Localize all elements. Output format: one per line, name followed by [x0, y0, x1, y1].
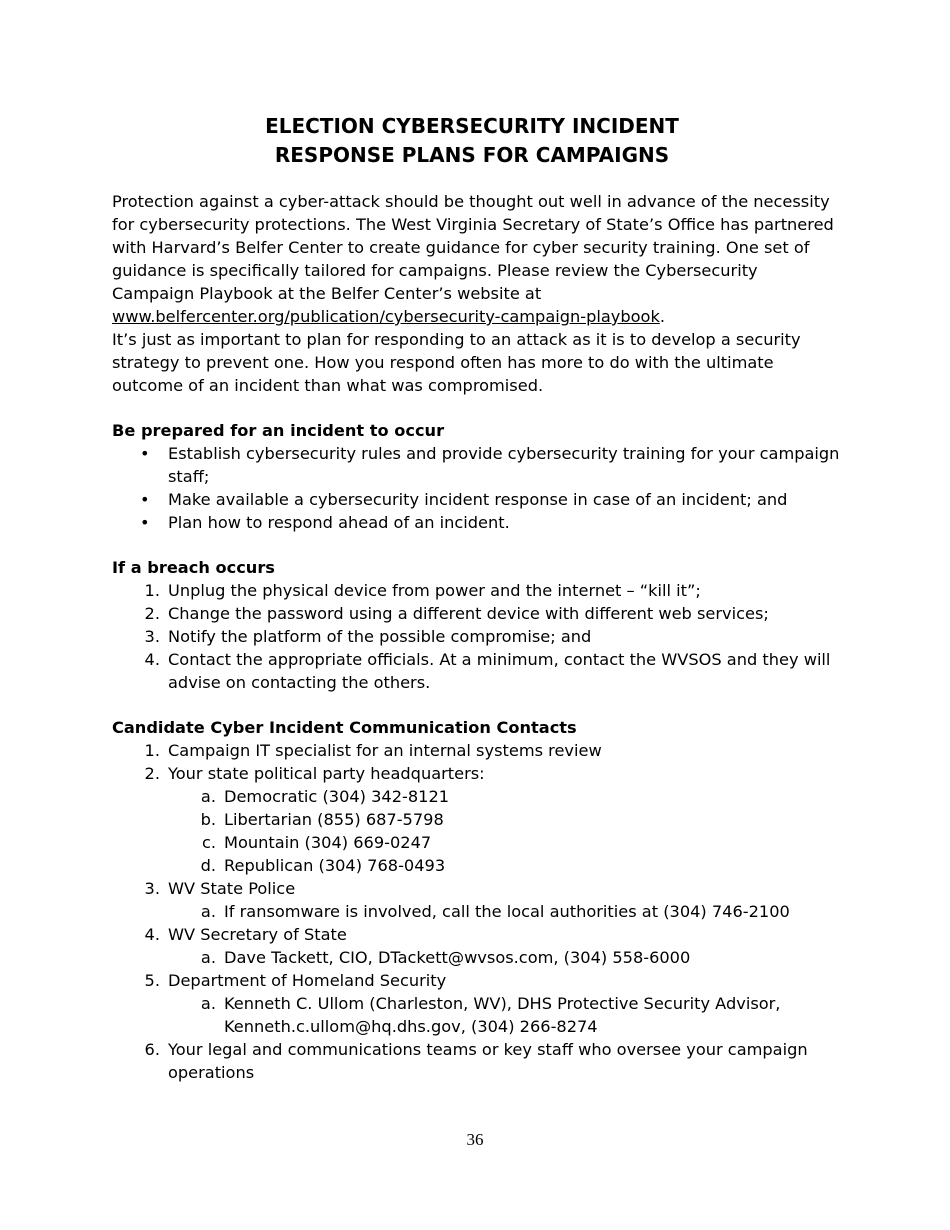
list-item-text: WV State Police	[168, 879, 296, 898]
bullet-icon: •	[140, 444, 150, 463]
prepared-section	[112, 419, 842, 534]
contacts-heading: Candidate Cyber Incident Communication Contacts	[112, 718, 577, 737]
list-item-text: Plan how to respond ahead of an incident.	[168, 513, 510, 532]
contact-entry: Kenneth C. Ullom (Charleston, WV), DHS Protective Security Advisor, Kenneth.c.ullom@hq.dhs.gov, (304) 266-8274	[224, 994, 781, 1036]
sub-list-item: b. Libertarian (855) 687-5798	[112, 808, 842, 831]
intro-text: Protection against a cyber-attack should be thought out well in advance of the necessity for cybersecurity protections. The West Virginia Secretary of State’s Office has partnered with Harvard’s Belfer Center to create guidance for cyber security training. One set of guidance is specifically tailored for campaigns. Please review the Cybersecurity Campaign Playbook at the Belfer Center’s website at	[112, 192, 834, 303]
sub-list-item: a. If ransomware is involved, call the local authorities at (304) 746-2100	[112, 900, 842, 923]
bullet-icon: •	[140, 490, 150, 509]
breach-section	[112, 556, 842, 694]
list-item-text: WV Secretary of State	[168, 925, 347, 944]
contact-entry: Democratic (304) 342-8121	[224, 787, 450, 806]
list-item: 6. Your legal and communications teams or key staff who oversee your campaign operations	[112, 1038, 842, 1084]
intro-paragraph-1	[112, 190, 842, 328]
contact-entry: Mountain (304) 669-0247	[224, 833, 432, 852]
list-item: 1. Unplug the physical device from power and the internet – “kill it”;	[112, 579, 842, 602]
list-item-text: Your legal and communications teams or key staff who oversee your campaign operations	[168, 1040, 808, 1082]
sub-list-item: d. Republican (304) 768-0493	[112, 854, 842, 877]
list-item: 1. Campaign IT specialist for an internal systems review	[112, 739, 842, 762]
list-item: 4. WV Secretary of State	[112, 923, 842, 946]
list-item: 5. Department of Homeland Security	[112, 969, 842, 992]
list-item: 3. Notify the platform of the possible compromise; and	[112, 625, 842, 648]
contact-entry: Republican (304) 768-0493	[224, 856, 446, 875]
contacts-section	[112, 716, 842, 1084]
list-item-text: Your state political party headquarters:	[168, 764, 485, 783]
list-item: 2. Change the password using a different device with different web services;	[112, 602, 842, 625]
playbook-link[interactable]: www.belfercenter.org/publication/cybersecurity-campaign-playbook	[112, 307, 660, 326]
list-item-text: Change the password using a different device with different web services;	[168, 604, 769, 623]
list-item: 3. WV State Police	[112, 877, 842, 900]
sub-list-item: c. Mountain (304) 669-0247	[112, 831, 842, 854]
title-line-1: ELECTION CYBERSECURITY INCIDENT	[265, 114, 679, 138]
list-item	[112, 488, 842, 511]
list-item-text: Department of Homeland Security	[168, 971, 447, 990]
list-item: 4. Contact the appropriate officials. At a minimum, contact the WVSOS and they will advise on contacting the others.	[112, 648, 842, 694]
list-item	[112, 511, 842, 534]
bullet-icon: •	[140, 513, 150, 532]
page-number: 36	[466, 1130, 484, 1149]
list-item-text: Establish cybersecurity rules and provide cybersecurity training for your campaign staff;	[168, 444, 840, 486]
sub-list-item: a. Kenneth C. Ullom (Charleston, WV), DHS Protective Security Advisor, Kenneth.c.ullom@hq.dhs.gov, (304) 266-8274	[112, 992, 842, 1038]
list-item-text: Campaign IT specialist for an internal systems review	[168, 741, 602, 760]
contact-entry: Libertarian (855) 687-5798	[224, 810, 444, 829]
sub-list-item: a. Democratic (304) 342-8121	[112, 785, 842, 808]
sub-list-item: a. Dave Tackett, CIO, DTackett@wvsos.com, (304) 558-6000	[112, 946, 842, 969]
title-line-2: RESPONSE PLANS FOR CAMPAIGNS	[274, 143, 670, 167]
intro-period: .	[659, 307, 665, 326]
breach-heading: If a breach occurs	[112, 558, 275, 577]
list-item: 2. Your state political party headquarters:	[112, 762, 842, 785]
prepared-heading: Be prepared for an incident to occur	[112, 421, 445, 440]
intro-section	[112, 190, 842, 397]
list-item-text: Unplug the physical device from power and the internet – “kill it”;	[168, 581, 701, 600]
intro-paragraph-2: It’s just as important to plan for responding to an attack as it is to develop a security strategy to prevent one. How you respond often has more to do with the ultimate outcome of an incident than what was compromised.	[112, 330, 801, 395]
list-item-text: Notify the platform of the possible compromise; and	[168, 627, 592, 646]
contact-entry: If ransomware is involved, call the local authorities at (304) 746-2100	[224, 902, 790, 921]
list-item	[112, 442, 842, 488]
list-item-text: Make available a cybersecurity incident response in case of an incident; and	[168, 490, 788, 509]
document-title	[112, 112, 832, 170]
list-item-text: Contact the appropriate officials. At a minimum, contact the WVSOS and they will advise on contacting the others.	[168, 650, 831, 692]
contact-entry: Dave Tackett, CIO, DTackett@wvsos.com, (304) 558-6000	[224, 948, 691, 967]
